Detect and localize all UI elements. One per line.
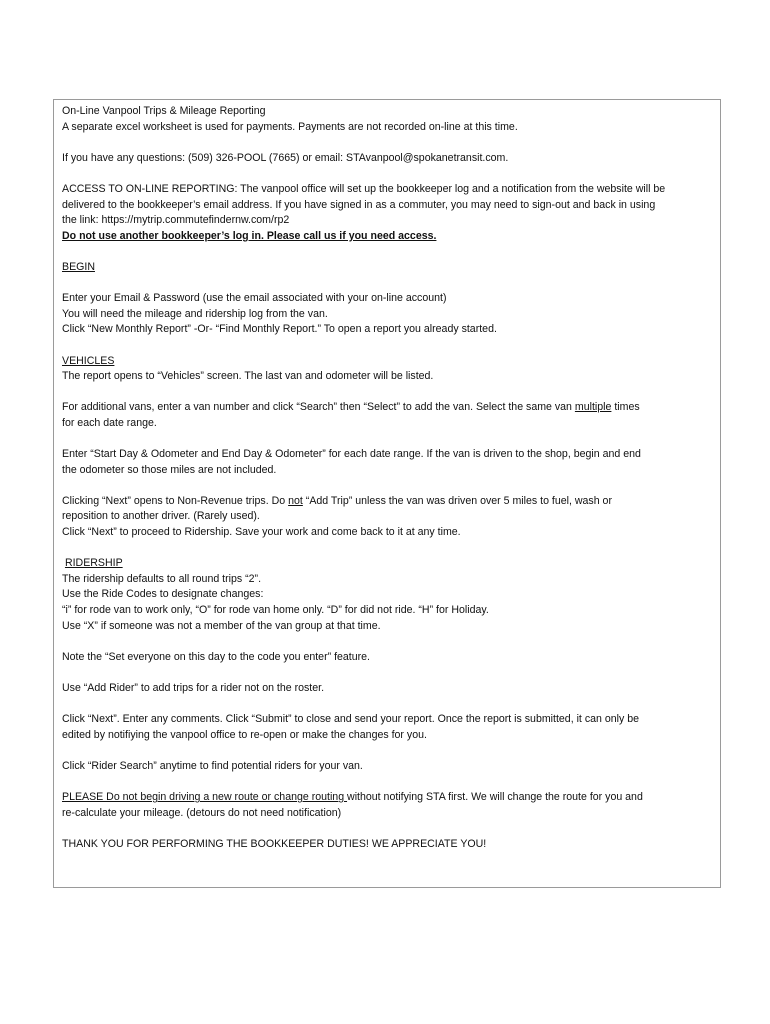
document-title: On-Line Vanpool Trips & Mileage Reporting <box>62 105 266 117</box>
vehicles-odometer-line-2: the odometer so those miles are not included. <box>62 463 277 476</box>
route-change-line-1: PLEASE Do not begin driving a new route or change routing without notifying STA first. We will change the route for you and <box>62 791 643 804</box>
vehicles-odometer-line-1: Enter “Start Day & Odometer and End Day & Odometer” for each date range. If the van is driven to the shop, begin and end <box>62 448 641 461</box>
begin-line-1: Enter your Email & Password (use the email associated with your on-line account) <box>62 292 447 305</box>
vehicles-heading: VEHICLES <box>62 354 115 367</box>
not-emphasis: not <box>288 494 303 507</box>
vehicles-additional-vans-line-1: For additional vans, enter a van number and click “Search” then “Select” to add the van. Select the same van multiple times <box>62 401 640 414</box>
intro-text: A separate excel worksheet is used for payments. Payments are not recorded on-line at this time. <box>62 120 518 133</box>
ridership-heading-row <box>62 556 714 572</box>
ridership-heading: RIDERSHIP <box>64 557 123 570</box>
ridership-line-2: Use the Ride Codes to designate changes: <box>62 588 264 601</box>
non-revenue-line-2: reposition to another driver. (Rarely used). <box>62 510 260 523</box>
access-text-line-2: delivered to the bookkeeper’s email address. If you have signed in as a commuter, you may need to sign-out and back in using <box>62 198 656 211</box>
begin-line-3: Click “New Monthly Report” -Or- “Find Monthly Report.” To open a report you already started. <box>62 323 497 336</box>
vehicles-line-1: The report opens to “Vehicles” screen. The last van and odometer will be listed. <box>62 370 434 383</box>
ridership-line-3: “i” for rode van to work only, “O” for rode van home only. “D” for did not ride. “H” for Holiday. <box>62 604 489 616</box>
begin-heading: BEGIN <box>62 260 95 273</box>
route-change-line-2: re-calculate your mileage. (detours do not need notification) <box>62 806 342 819</box>
begin-line-2: You will need the mileage and ridership log from the van. <box>62 307 328 320</box>
route-change-emphasis: PLEASE Do not begin driving a new route or change routing <box>62 791 348 804</box>
add-rider-text: Use “Add Rider” to add trips for a rider not on the roster. <box>62 681 325 694</box>
access-link-line: the link: https://mytrip.commutefindernw.com/rp2 <box>62 214 290 227</box>
multiple-emphasis: multiple <box>574 401 612 414</box>
questions-contact-text: If you have any questions: (509) 326-POOL (7665) or email: STAvanpool@spokanetransit.com. <box>62 151 509 164</box>
ridership-line-1: The ridership defaults to all round trips “2”. <box>62 572 262 585</box>
access-text-line-1: ACCESS TO ON-LINE REPORTING: The vanpool office will set up the bookkeeper log and a notification from the website will be <box>62 182 666 195</box>
non-revenue-line-1: Clicking “Next” opens to Non-Revenue trips. Do not “Add Trip” unless the van was driven over 5 miles to fuel, wash or <box>62 494 612 507</box>
submit-line-1: Click “Next”. Enter any comments. Click “Submit” to close and send your report. Once the report is submitted, it can only be <box>62 713 640 726</box>
ridership-line-4: Use “X” if someone was not a member of the van group at that time. <box>62 619 381 632</box>
non-revenue-line-3: Click “Next” to proceed to Ridership. Save your work and come back to it at any time. <box>62 526 461 539</box>
rider-search-text: Click “Rider Search” anytime to find potential riders for your van. <box>62 759 363 772</box>
thank-you-text: THANK YOU FOR PERFORMING THE BOOKKEEPER DUTIES! WE APPRECIATE YOU! <box>62 837 487 850</box>
instructions-document <box>62 104 714 853</box>
access-warning: Do not use another bookkeeper’s log in. Please call us if you need access. <box>62 229 437 242</box>
ridership-note: Note the “Set everyone on this day to the code you enter” feature. <box>62 650 370 663</box>
vehicles-additional-vans-line-2: for each date range. <box>62 416 157 429</box>
submit-line-2: edited by notifiying the vanpool office to re-open or make the changes for you. <box>62 728 427 741</box>
